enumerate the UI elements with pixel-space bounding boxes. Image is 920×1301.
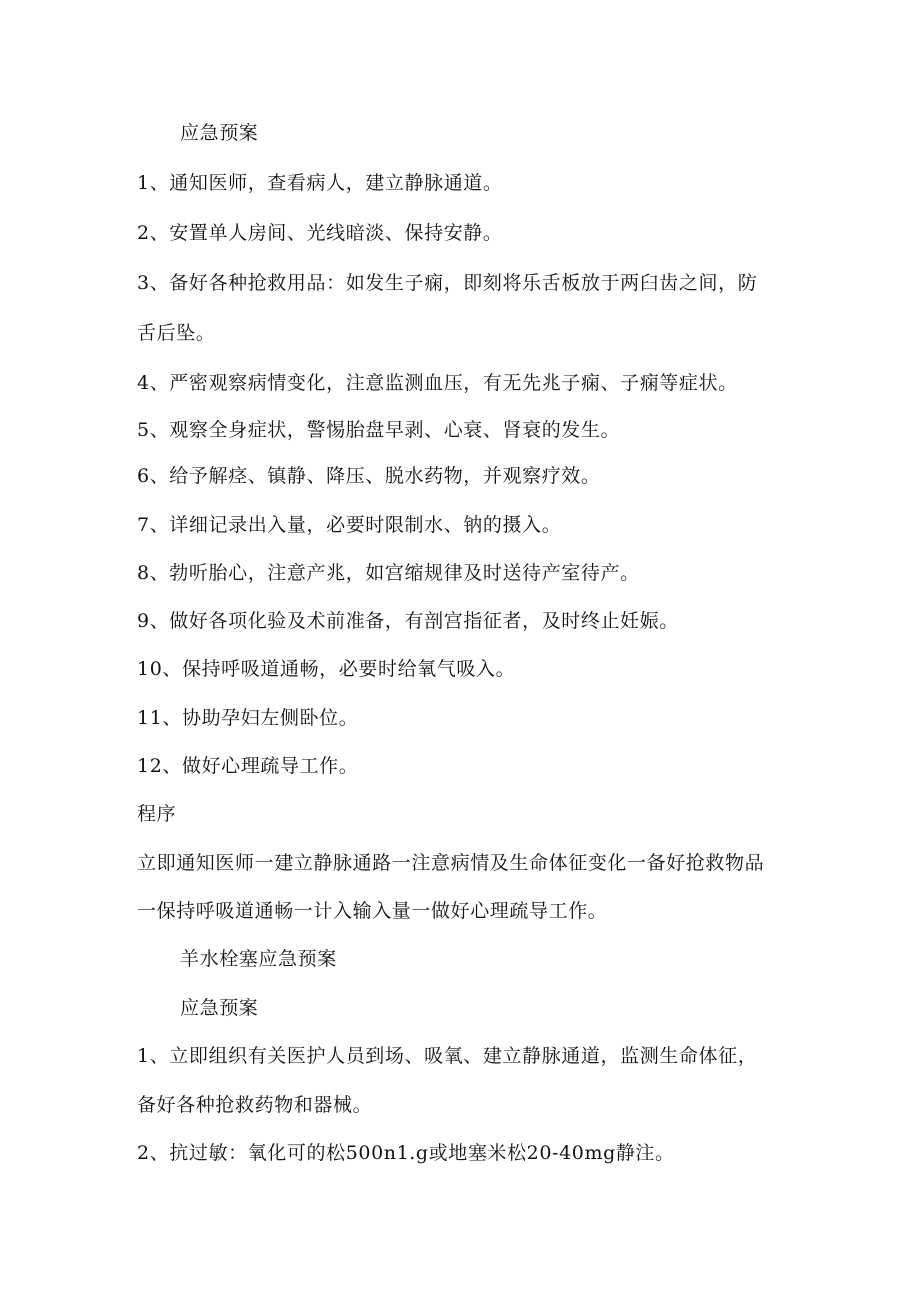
list-item: 舌后坠。 — [137, 322, 216, 344]
list-item: 4、严密观察病情变化，注意监测血压，有无先兆子痫、子痫等症状。 — [137, 372, 738, 394]
list-item: 8、勃听胎心，注意产兆，如宫缩规律及时送待产室待产。 — [137, 562, 640, 584]
list-item: 9、做好各项化验及术前准备，有剖宫指征者，及时终止妊娠。 — [137, 610, 679, 632]
procedure-line: 一保持呼吸道通畅一计入输入量一做好心理疏导工作。 — [137, 900, 608, 922]
list-item: 7、详细记录出入量，必要时限制水、钠的摄入。 — [137, 514, 562, 536]
list-item: 11、协助孕妇左侧卧位。 — [137, 707, 359, 729]
list-item: 2、抗过敏：氧化可的松500n1.g或地塞米松20-40mg静注。 — [137, 1142, 675, 1164]
procedure-line: 立即通知医师一建立静脉通路一注意病情及生命体征变化一备好抢救物品 — [137, 852, 765, 874]
list-item: 1、通知医师，查看病人，建立静脉通道。 — [137, 172, 503, 194]
list-item: 6、给予解痉、镇静、降压、脱水药物，并观察疗效。 — [137, 465, 601, 487]
list-item: 备好各种抢救药物和器械。 — [137, 1094, 373, 1116]
section-title: 羊水栓塞应急预案 — [180, 948, 337, 970]
list-item: 5、观察全身症状，警惕胎盘早剥、心衰、肾衰的发生。 — [137, 419, 621, 441]
list-item: 10、保持呼吸道通畅，必要时给氧气吸入。 — [137, 658, 516, 680]
procedure-heading: 程序 — [137, 803, 177, 825]
list-item: 2、安置单人房间、光线暗淡、保持安静。 — [137, 222, 503, 244]
list-item: 1、立即组织有关医护人员到场、吸氧、建立静脉通道，监测生命体征， — [137, 1045, 758, 1067]
list-item: 12、做好心理疏导工作。 — [137, 755, 359, 777]
section-heading: 应急预案 — [180, 997, 259, 1019]
list-item: 3、备好各种抢救用品：如发生子痫，即刻将乐舌板放于两臼齿之间，防 — [137, 272, 758, 294]
section-heading: 应急预案 — [180, 122, 259, 144]
